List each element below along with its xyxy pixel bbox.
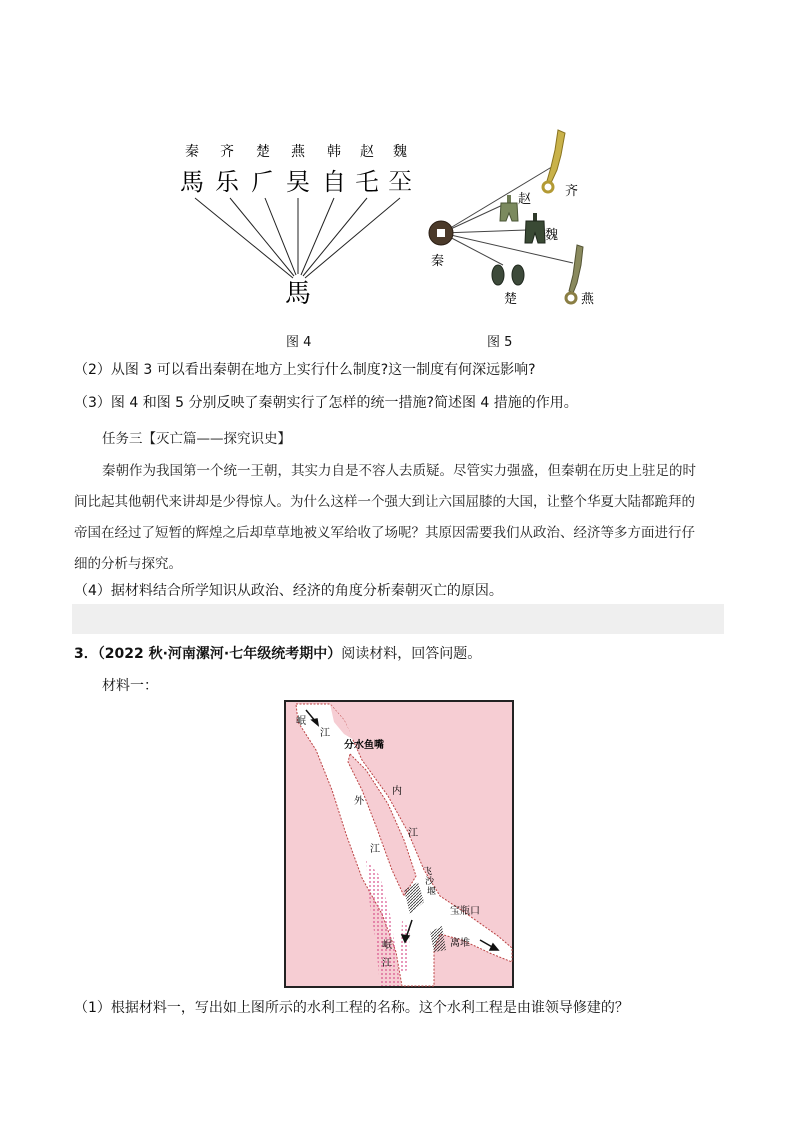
label-wei: 魏 [545, 228, 559, 243]
passage-line-2: 间比起其他朝代来讲却是少得惊人。为什么这样一个强大到让六国屈膝的大国，让整个华夏大陆都跪拜的 [74, 494, 695, 510]
passage-line-1: 秦朝作为我国第一个统一王朝，其实力自是不容人去质疑。尽管实力强盛，但秦朝在历史上驻足的时 [102, 463, 696, 479]
label-feisha-3: 堰 [427, 887, 437, 897]
question-3: （3）图 4 和图 5 分别反映了秦朝实行了怎样的统一措施?简述图 4 措施的作用。 [74, 395, 578, 411]
label-zhao: 赵 [518, 192, 532, 207]
label-jiang-nei: 江 [408, 828, 418, 839]
zhao-spade-coin [500, 195, 518, 221]
answer-area [72, 604, 724, 634]
chu-antnose-coins [492, 265, 524, 285]
label-feisha-2: 沙 [425, 877, 435, 887]
question-source: （2022 秋·河南漯河·七年级统考期中） [97, 646, 342, 662]
state-label-wei: 魏 [393, 144, 407, 160]
label-fenshui: 分水鱼嘴 [344, 740, 384, 751]
dujiangyan-map [284, 700, 514, 988]
question-2: （2）从图 3 可以看出秦朝在地方上实行什么制度?这一制度有何深远影响? [74, 362, 536, 378]
seal-script-zhao: 乇 [355, 168, 379, 196]
seal-script-qin: 馬 [180, 168, 204, 196]
figure-4 [175, 130, 435, 315]
seal-script-han: 自 [322, 168, 346, 196]
label-wai: 外 [354, 796, 364, 807]
label-baoping: 宝瓶口 [450, 906, 480, 917]
seal-script-qi: 乐 [215, 168, 239, 196]
figure-5 [415, 125, 605, 315]
label-chu: 楚 [504, 292, 518, 307]
label-qi: 齐 [565, 184, 579, 199]
label-yan: 燕 [581, 292, 595, 307]
qi-knife-coin [543, 130, 565, 192]
seal-script-chu: 𠂆 [251, 168, 275, 196]
qin-round-coin [429, 221, 453, 245]
seal-script-yan: 旲 [286, 168, 310, 196]
state-label-qi: 齐 [220, 144, 234, 160]
question-instruction: 阅读材料，回答问题。 [341, 646, 482, 662]
question-number: 3． [74, 646, 98, 662]
label-jiang-top: 江 [320, 728, 330, 739]
state-label-zhao: 赵 [360, 144, 374, 160]
question-3-header [74, 644, 481, 664]
material-1-label: 材料一： [102, 678, 158, 694]
state-label-chu: 楚 [256, 144, 270, 160]
unified-seal-script: 馬 [284, 279, 312, 309]
figure-4-caption: 图 4 [286, 335, 312, 350]
passage-line-4: 细的分析与探究。 [74, 556, 182, 572]
label-jiang-bottom: 江 [382, 958, 392, 969]
label-feisha-1: 飞 [423, 867, 433, 877]
seal-script-wei: 𡉊 [388, 168, 412, 196]
label-min-bottom: 岷 [382, 940, 392, 951]
convergence-lines [195, 198, 400, 278]
label-qin: 秦 [431, 254, 445, 269]
label-nei: 内 [392, 786, 402, 797]
state-label-qin: 秦 [185, 144, 199, 160]
passage-line-3: 帝国在经过了短暂的辉煌之后却草草地被义军给收了场呢？其原因需要我们从政治、经济等多方面进行仔 [74, 525, 695, 541]
question-4: （4）据材料结合所学知识从政治、经济的角度分析秦朝灭亡的原因。 [74, 583, 503, 599]
label-jiang-wai: 江 [370, 844, 380, 855]
state-label-yan: 燕 [291, 144, 305, 160]
task3-title: 任务三【灭亡篇——探究识史】 [102, 431, 291, 447]
wei-spade-coin [525, 213, 545, 243]
figure-5-caption: 图 5 [487, 335, 513, 350]
label-lidui: 离堆 [450, 938, 470, 949]
question-3-1: （1）根据材料一，写出如上图所示的水利工程的名称。这个水利工程是由谁领导修建的？ [74, 1000, 629, 1016]
label-min-top: 岷 [296, 716, 306, 727]
state-label-han: 韩 [327, 144, 341, 160]
